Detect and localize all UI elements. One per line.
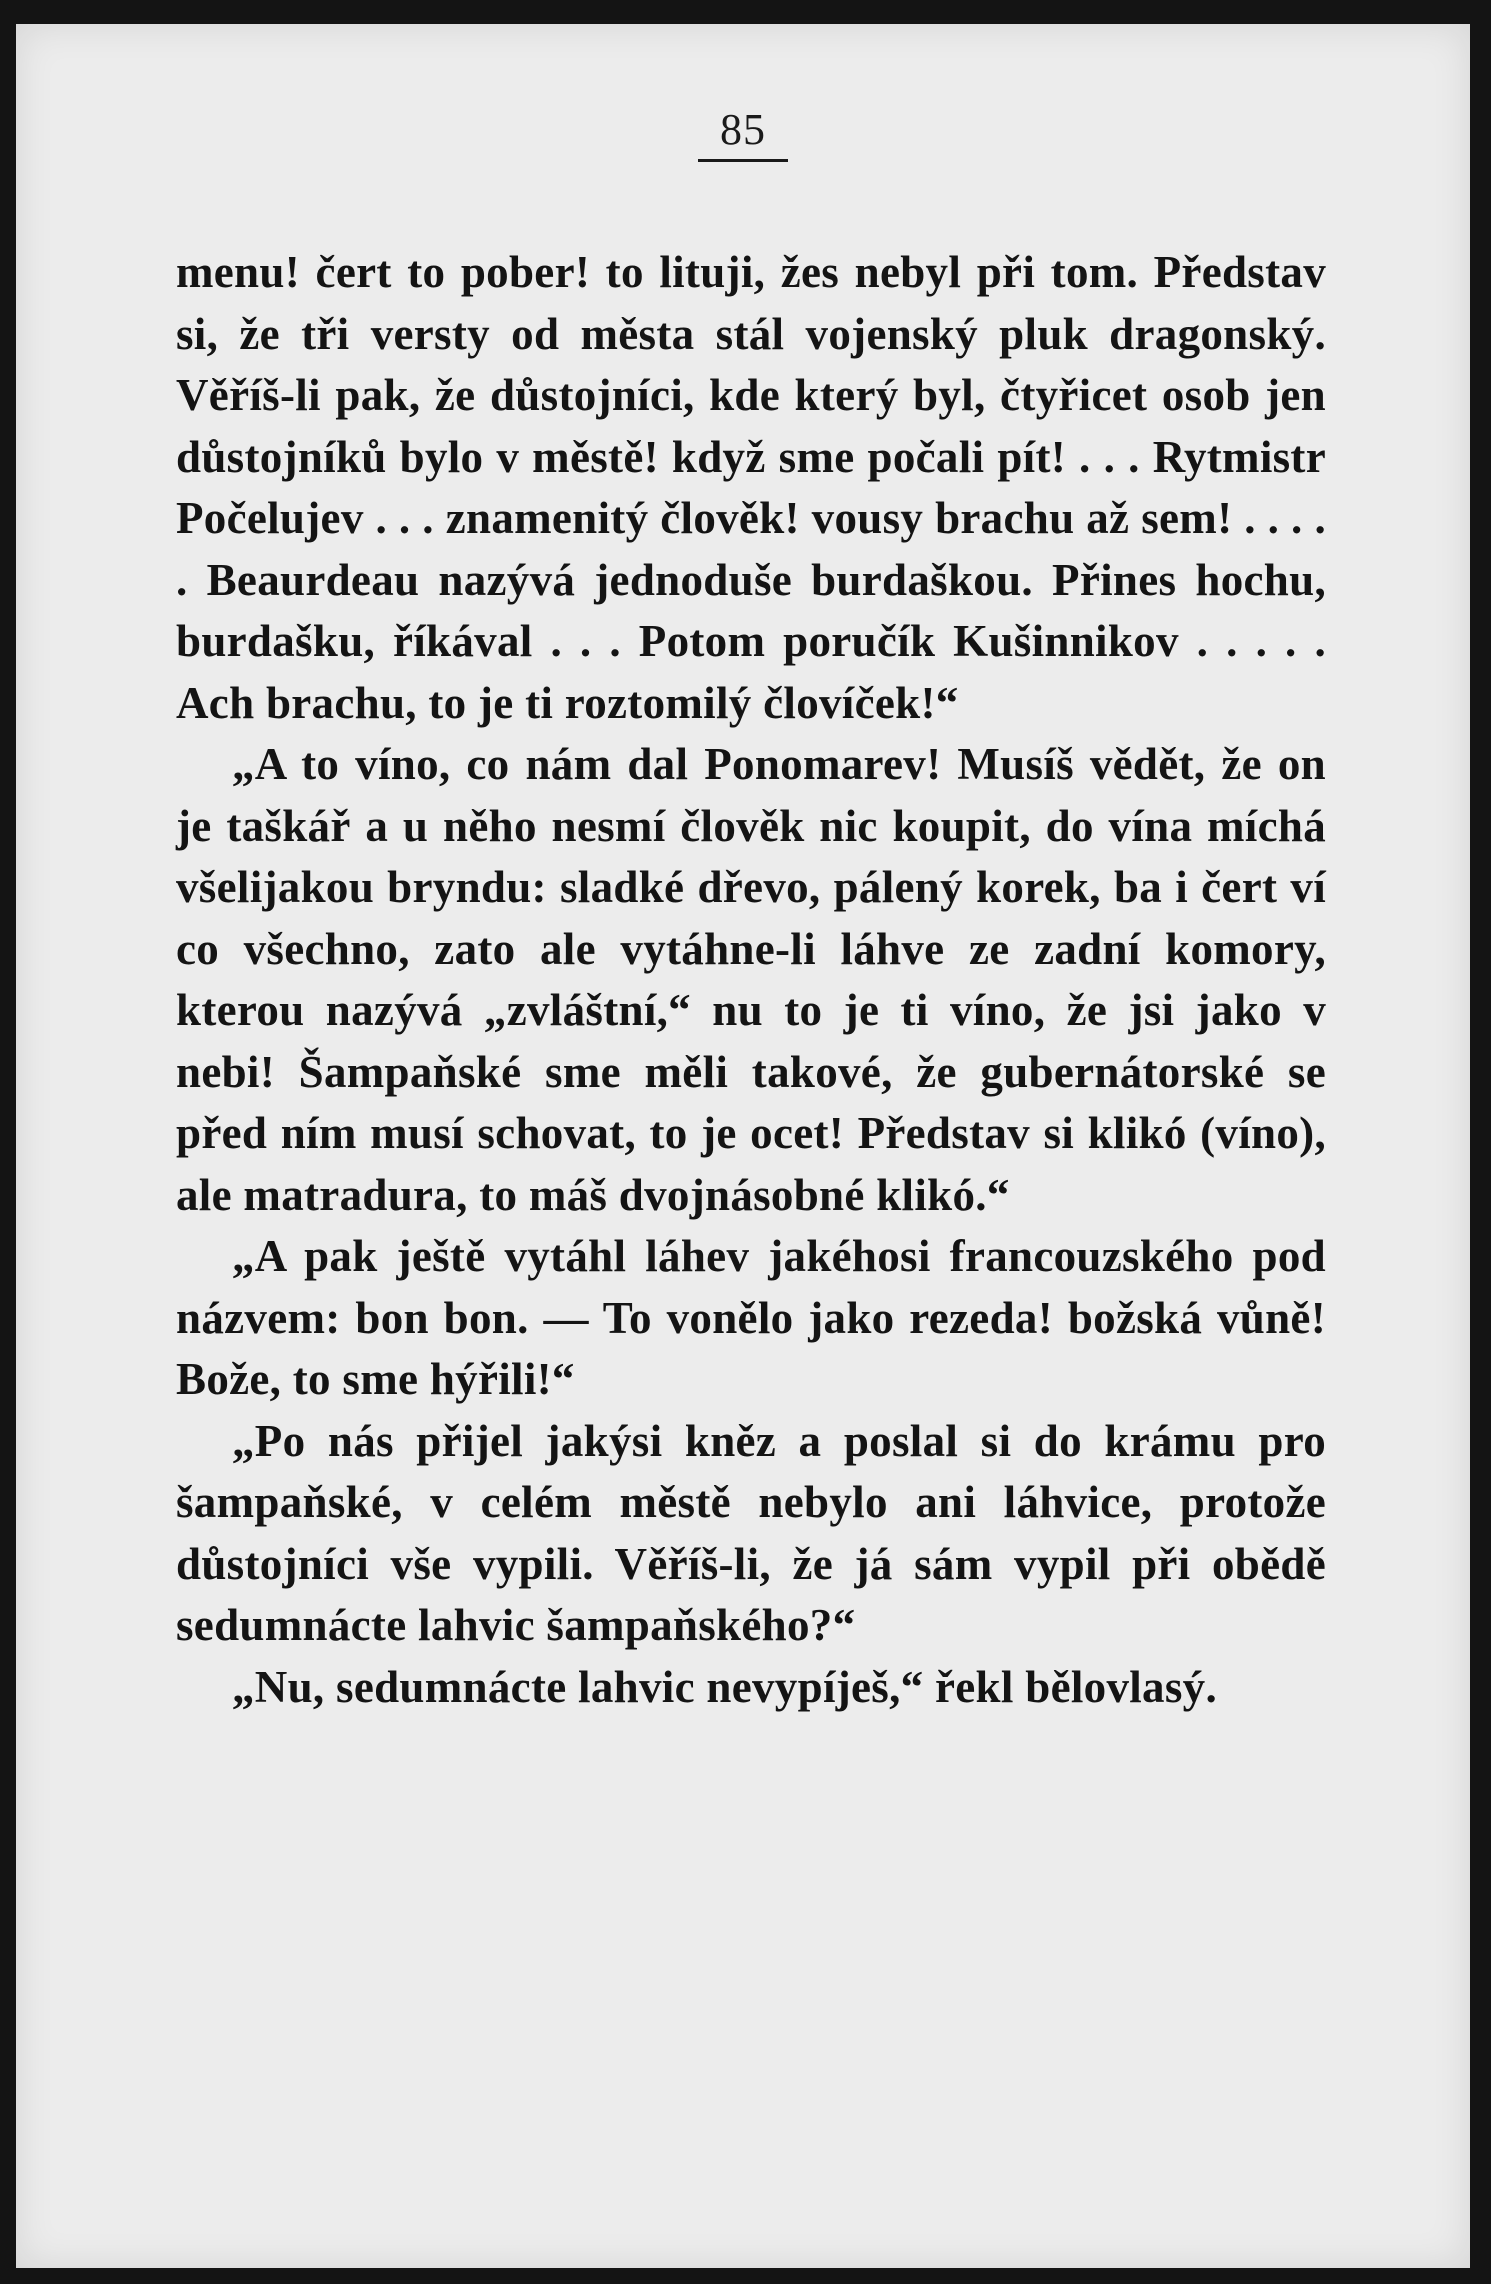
paragraph: menu! čert to pober! to lituji, žes nebyl při tom. Představ si, že tři versty od města stál vojenský pluk dragonský. Věříš-li pak, že důstojníci, kde který byl, čtyřicet osob jen důstojníků bylo v městě! když sme počali pít! . . . Rytmistr Počelujev . . . znamenitý člověk! vousy brachu až sem! . . . . . Beaurdeau nazývá jednoduše burdaškou. Přines hochu, burdašku, říkával . . . Potom poručík Kušinnikov . . . . . Ach brachu, to je ti roztomilý človíček!“ bbox=[176, 247, 1326, 728]
body-text bbox=[176, 242, 1326, 1718]
book-page bbox=[16, 24, 1470, 2268]
paragraph: „Po nás přijel jakýsi kněz a poslal si do krámu pro šampaňské, v celém městě nebylo ani láhvice, protože důstojníci vše vypili. Věříš-li, že já sám vypil při obědě sedumnácte lahvic šampaňského?“ bbox=[176, 1415, 1326, 1650]
paragraph: „Nu, sedumnácte lahvic nevypíješ,“ řekl bělovlasý. bbox=[232, 1661, 1218, 1712]
paragraph: „A to víno, co nám dal Ponomarev! Musíš vědět, že on je taškář a u něho nesmí člověk nic koupit, do vína míchá všelijakou bryndu: sladké dřevo, pálený korek, ba i čert ví co všechno, zato ale vytáhne-li láhve ze zadní komory, kterou nazývá „zvláštní,“ nu to je ti víno, že jsi jako v nebi! Šampaňské sme měli takové, že gubernátorské se před ním musí schovat, to je ocet! Představ si klikó (víno), ale matradura, to máš dvojnásobné klikó.“ bbox=[176, 739, 1326, 1220]
page-header bbox=[16, 104, 1470, 162]
page-number: 85 bbox=[698, 104, 788, 162]
paragraph: „A pak ještě vytáhl láhev jakéhosi francouzského pod názvem: bon bon. — To vonělo jako rezeda! božská vůně! Bože, to sme hýřili!“ bbox=[176, 1231, 1326, 1404]
